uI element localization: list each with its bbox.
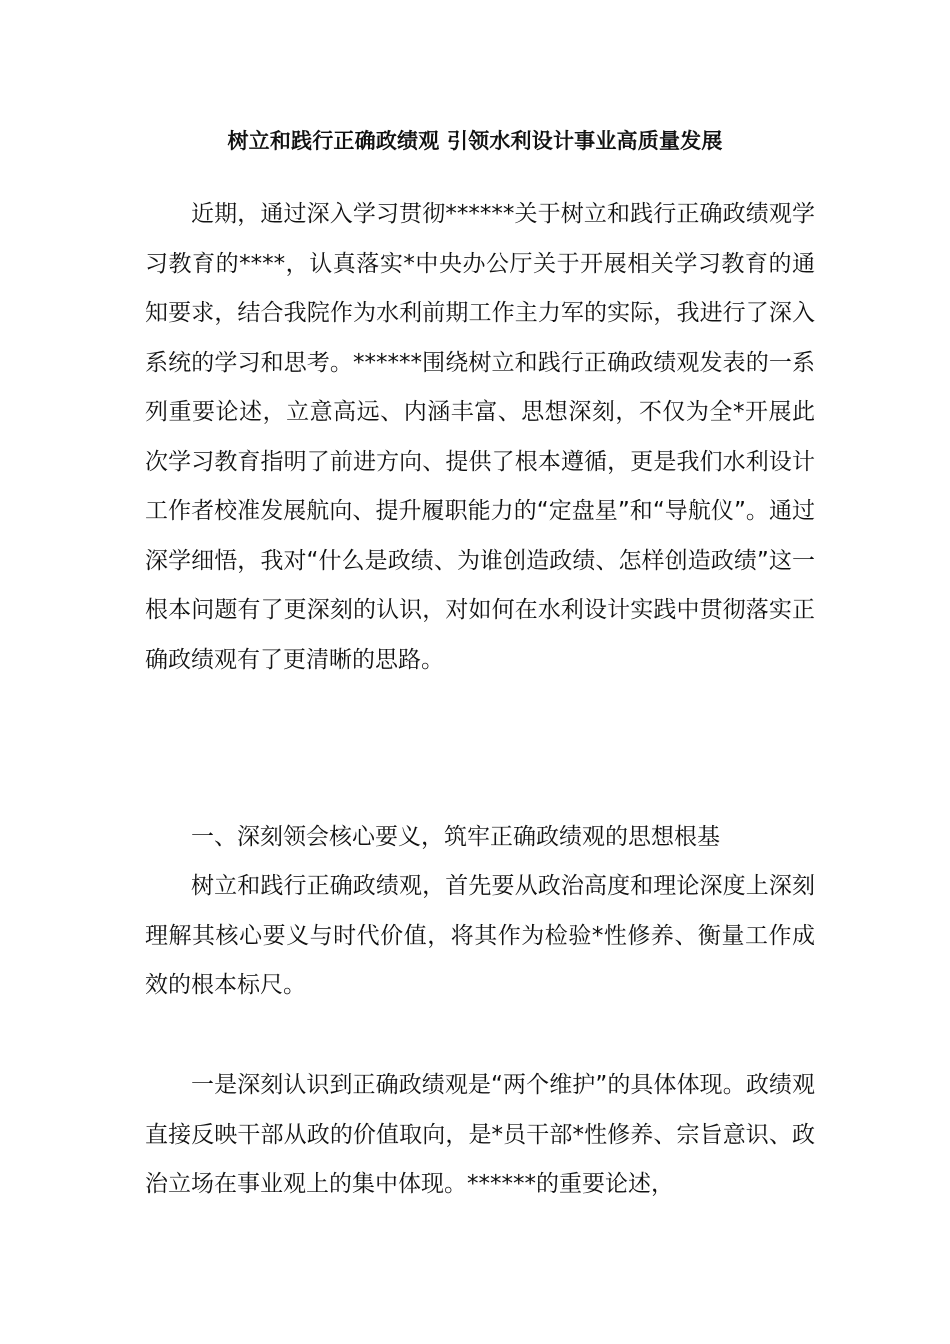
- section-one-lead-paragraph: 树立和践行正确政绩观，首先要从政治高度和理论深度上深刻理解其核心要义与时代价值，将其作为检验*性修养、衡量工作成效的根本标尺。: [145, 873, 815, 998]
- document-title: 树立和践行正确政绩观 引领水利设计事业高质量发展: [227, 129, 723, 153]
- section-one-heading: 一、深刻领会核心要义，筑牢正确政绩观的思想根基: [191, 824, 720, 850]
- intro-paragraph: 近期，通过深入学习贯彻******关于树立和践行正确政绩观学习教育的****，认真落实*中央办公厅关于开展相关学习教育的通知要求，结合我院作为水利前期工作主力军的实际，我进行了深入系统的学习和思考。******围绕树立和践行正确政绩观发表的一系列重要论述，立意高远、内涵丰富、思想深刻，不仅为全*开展此次学习教育指明了前进方向、提供了根本遵循，更是我们水利设计工作者校准发展航向、提升履职能力的“定盘星”和“导航仪”。通过深学细悟，我对“什么是政绩、为谁创造政绩、怎样创造政绩”这一根本问题有了更深刻的认识，对如何在水利设计实践中贯彻落实正确政绩观有了更清晰的思路。: [145, 201, 815, 673]
- point-one-paragraph: 一是深刻认识到正确政绩观是“两个维护”的具体体现。政绩观直接反映干部从政的价值取向，是*员干部*性修养、宗旨意识、政治立场在事业观上的集中体现。******的重要论述，: [145, 1072, 815, 1197]
